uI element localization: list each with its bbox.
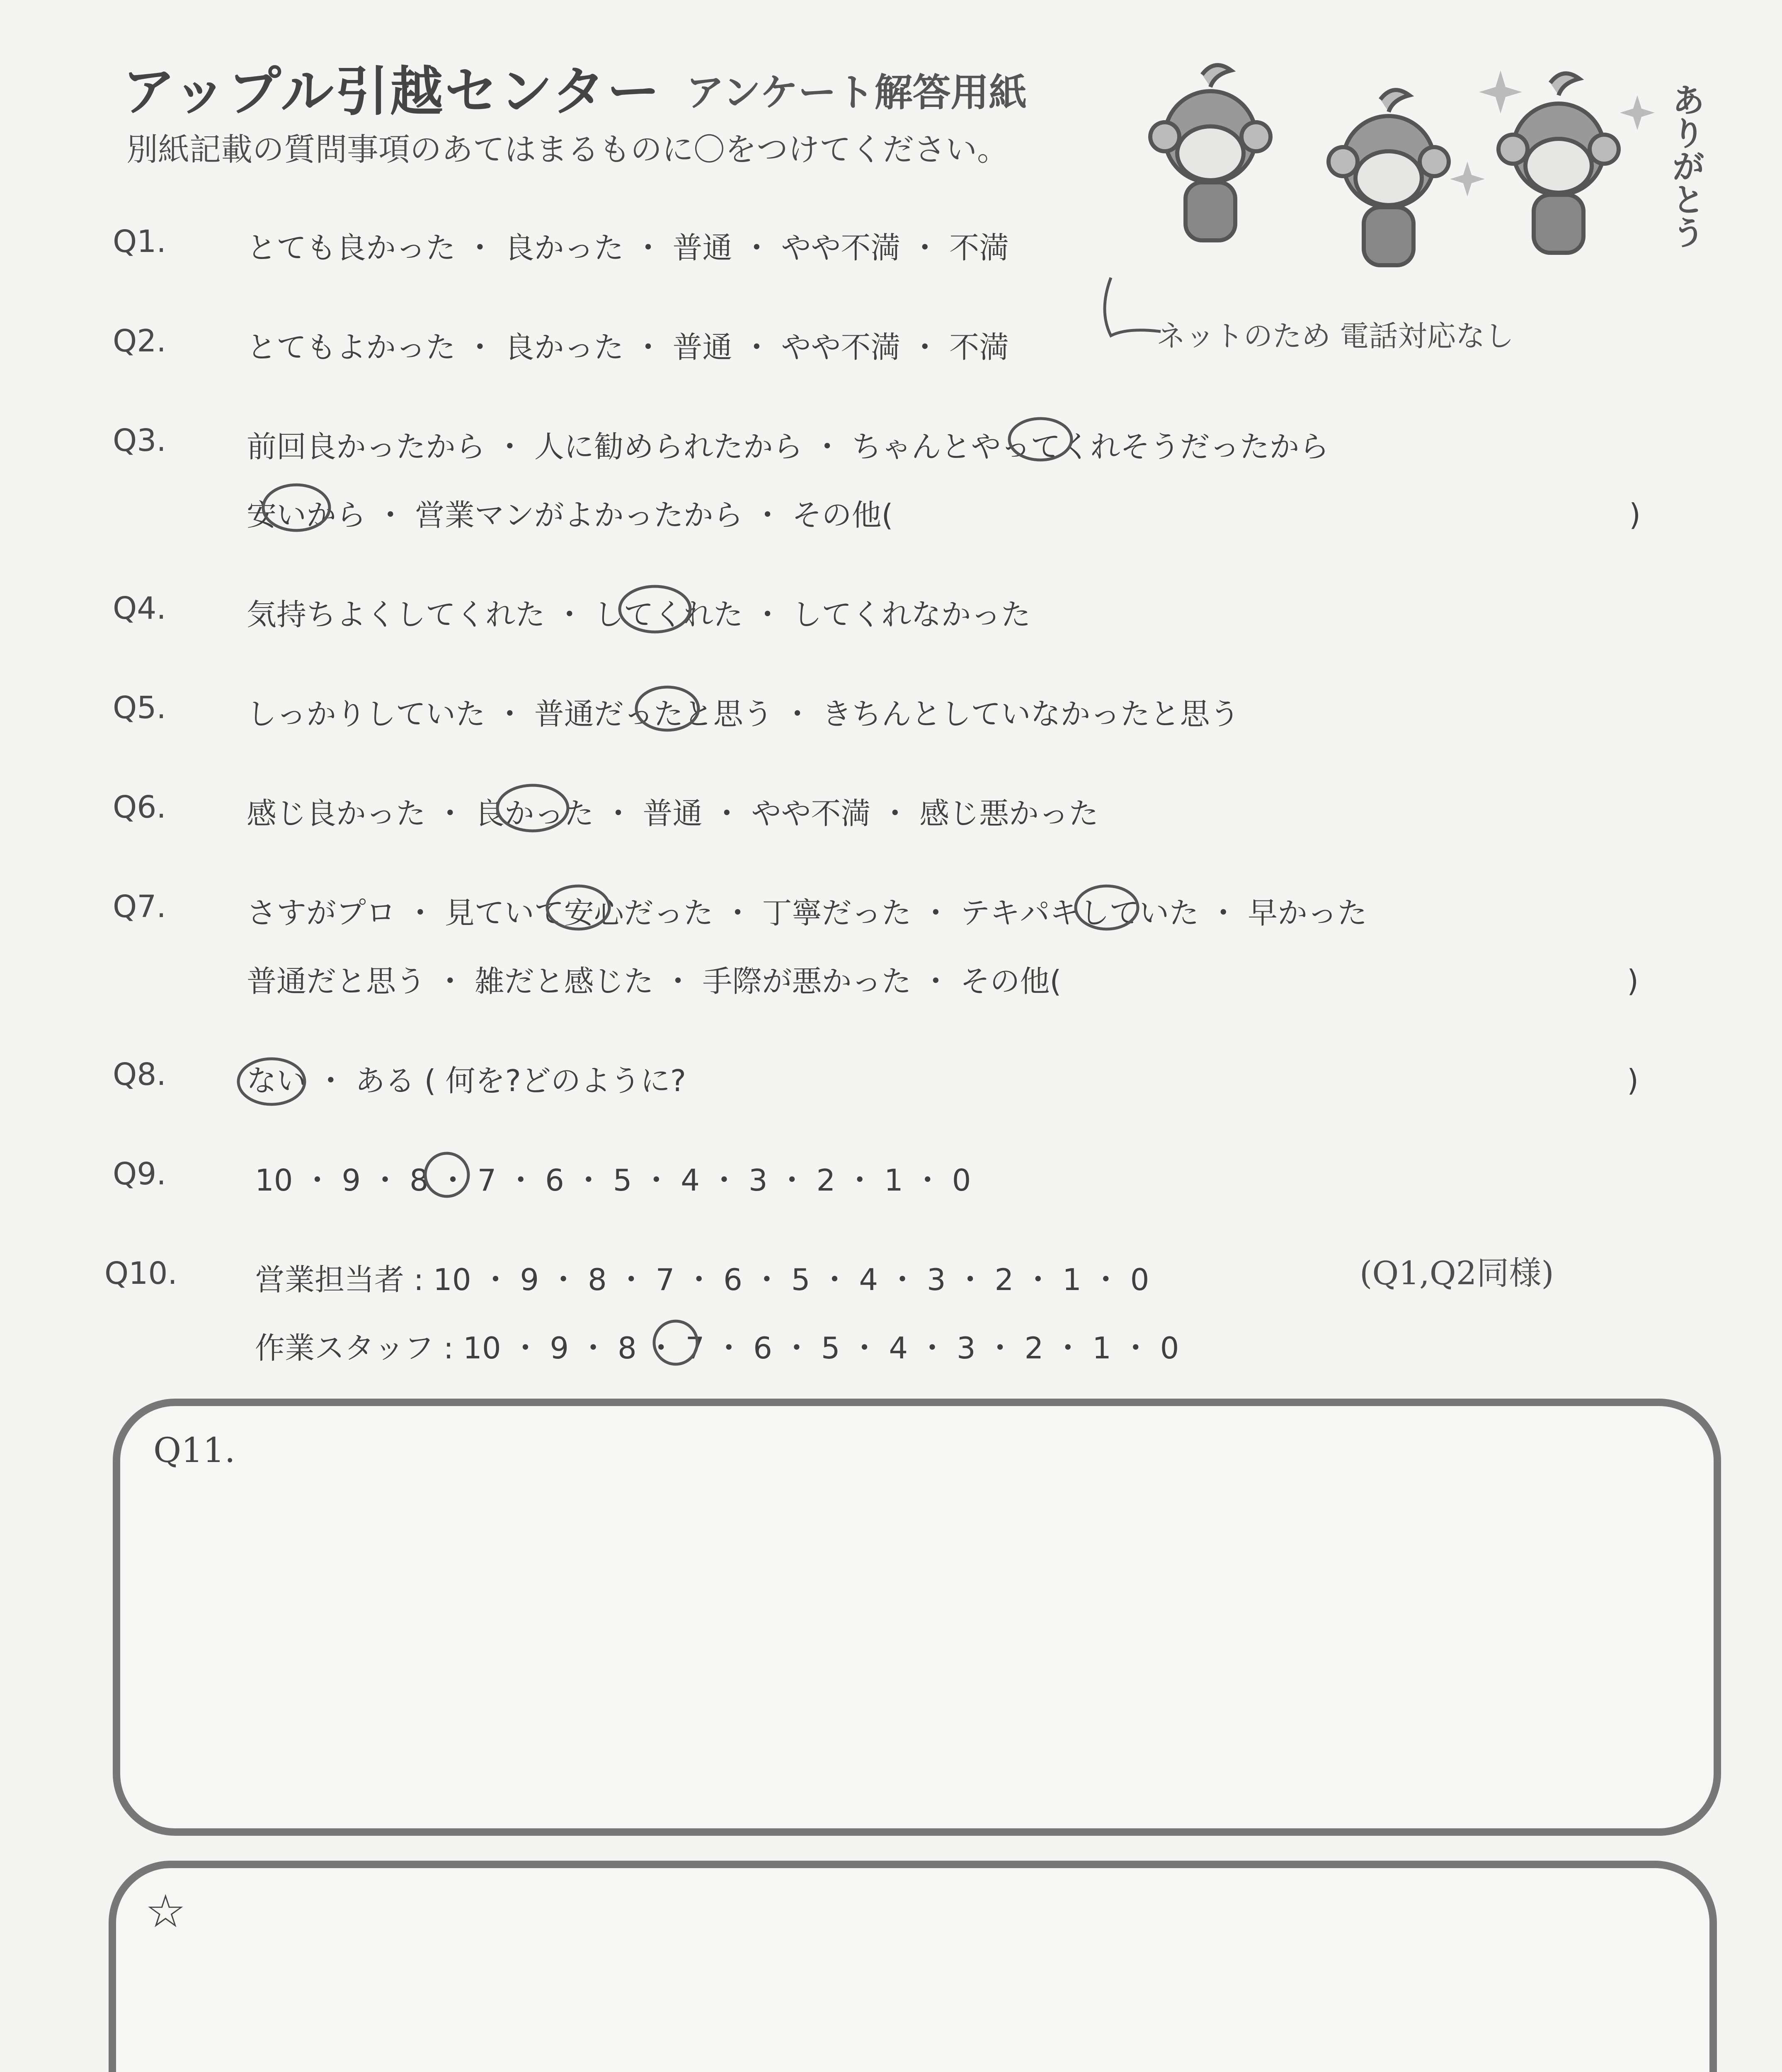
q7-selection-circle xyxy=(1076,886,1138,929)
q7-options-line-2[interactable]: 普通だと思う ・ 雑だと感じた ・ 手際が悪かった ・ その他( xyxy=(247,964,1062,999)
q10-staff-selection-circle xyxy=(654,1321,697,1364)
q10-label: Q10. xyxy=(104,1256,177,1291)
q7-options-line-1[interactable]: さすがプロ ・ 見ていて安心だった ・ 丁寧だった ・ テキパキしていた ・ 早かった xyxy=(247,896,1367,930)
q7-selection-circle xyxy=(547,886,609,929)
q3-selection-circle xyxy=(1009,419,1072,460)
q3-options-line-2[interactable]: 安いから ・ 営業マンがよかったから ・ その他( xyxy=(247,498,893,533)
q6-label: Q6. xyxy=(113,789,166,825)
q11-comment-box[interactable] xyxy=(113,1399,1721,1836)
q7-label: Q7. xyxy=(113,889,166,925)
q5-label: Q5. xyxy=(113,690,166,726)
q8-selection-circle xyxy=(238,1059,305,1104)
star-comment-box[interactable] xyxy=(109,1861,1717,2072)
q2-options[interactable]: とてもよかった ・ 良かった ・ 普通 ・ やや不満 ・ 不満 xyxy=(247,330,1009,365)
q7-other-close-paren: ) xyxy=(1627,963,1639,998)
q3-label: Q3. xyxy=(113,423,166,458)
q10-handwritten-note: (Q1,Q2同様) xyxy=(1360,1255,1554,1292)
q1-options[interactable]: とても良かった ・ 良かった ・ 普通 ・ やや不満 ・ 不満 xyxy=(247,230,1009,265)
q6-options[interactable]: 感じ良かった ・ 良かった ・ 普通 ・ やや不満 ・ 感じ悪かった xyxy=(247,796,1099,831)
thanks-vertical-text: ありがとう xyxy=(1666,83,1705,249)
q2-handwritten-note: ネットのため 電話対応なし xyxy=(1156,319,1514,353)
q4-label: Q4. xyxy=(113,591,166,626)
q1-label: Q1. xyxy=(113,224,166,259)
q3-other-close-paren: ) xyxy=(1629,497,1641,532)
q5-options[interactable]: しっかりしていた ・ 普通だったと思う ・ きちんとしていなかったと思う xyxy=(247,697,1240,731)
q4-options[interactable]: 気持ちよくしてくれた ・ してくれた ・ してくれなかった xyxy=(247,597,1031,632)
q4-selection-circle xyxy=(620,586,690,632)
q3-options-line-1[interactable]: 前回良かったから ・ 人に勧められたから ・ ちゃんとやってくれそうだったから xyxy=(247,429,1329,464)
form-title: アップル引越センター xyxy=(122,61,662,123)
q2-label: Q2. xyxy=(113,323,166,359)
q8-options[interactable]: ない ・ ある ( 何を?どのように? xyxy=(247,1063,686,1098)
q6-selection-circle xyxy=(497,785,568,831)
q8-close-paren: ) xyxy=(1627,1063,1639,1098)
star-icon: ☆ xyxy=(145,1885,186,1938)
q9-label: Q9. xyxy=(113,1156,166,1192)
q3-selection-circle xyxy=(263,485,330,530)
q9-score-scale[interactable]: 10 ・ 9 ・ 8 ・ 7 ・ 6 ・ 5 ・ 4 ・ 3 ・ 2 ・ 1 ・ 0 xyxy=(255,1163,971,1198)
q5-selection-circle xyxy=(636,687,698,730)
q9-selection-circle xyxy=(425,1153,468,1196)
q10-sales-score-scale[interactable]: 営業担当者 : 10 ・ 9 ・ 8 ・ 7 ・ 6 ・ 5 ・ 4 ・ 3 ・ 2 ・ 1 ・ 0 xyxy=(255,1262,1149,1297)
q8-label: Q8. xyxy=(113,1057,166,1092)
form-subtitle: アンケート解答用紙 xyxy=(686,70,1027,115)
instruction-text: 別紙記載の質問事項のあてはまるものに〇をつけてください。 xyxy=(126,131,1009,168)
q11-label: Q11. xyxy=(153,1431,235,1470)
q10-staff-score-scale[interactable]: 作業スタッフ : 10 ・ 9 ・ 8 ・ 7 ・ 6 ・ 5 ・ 4 ・ 3 ・ 2 ・ 1 ・ 0 xyxy=(255,1331,1179,1365)
